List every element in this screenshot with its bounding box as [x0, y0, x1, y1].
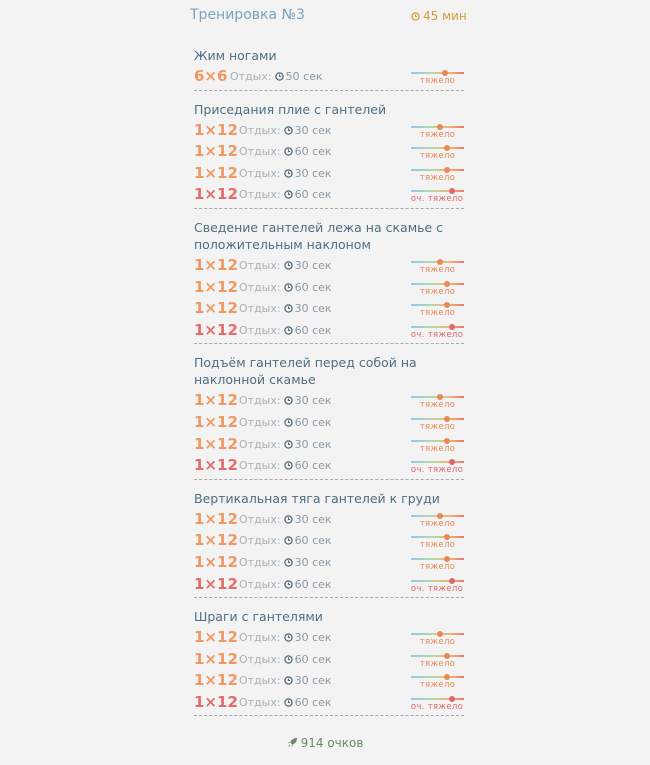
- set-rest: [239, 416, 332, 429]
- intensity-label: тяжело: [419, 286, 456, 297]
- intensity-scale: [411, 187, 464, 205]
- intensity-label: оч. тяжело: [410, 194, 464, 205]
- points-total: [0, 736, 650, 750]
- clock-icon: [284, 169, 293, 178]
- set-row: [194, 120, 464, 142]
- intensity-track: [411, 304, 464, 306]
- rest-value: 30 сек: [294, 512, 332, 526]
- exercise-name[interactable]: Приседания плие с гантелей: [194, 101, 387, 117]
- clock-icon: [284, 515, 293, 524]
- intensity-scale: [411, 415, 464, 433]
- exercise-name[interactable]: Вертикальная тяга гантелей к груди: [194, 490, 440, 506]
- set-row: [194, 184, 464, 206]
- set-reps: 1×12: [194, 531, 238, 550]
- rest-value: 30 сек: [294, 302, 332, 316]
- rest-label: Отдых:: [239, 652, 281, 666]
- set-row: [194, 298, 464, 320]
- set-rest: [239, 513, 332, 526]
- set-reps: 1×12: [194, 299, 238, 318]
- set-reps: 1×12: [194, 434, 238, 453]
- set-rest: [239, 167, 332, 180]
- intensity-label: оч. тяжело: [410, 701, 464, 712]
- intensity-scale: [411, 166, 464, 184]
- set-rest: [230, 70, 323, 83]
- set-row: [194, 649, 464, 671]
- intensity-label: тяжело: [419, 129, 456, 140]
- rest-label: Отдых:: [230, 70, 272, 83]
- set-rest: [239, 124, 332, 137]
- rest-label: Отдых:: [239, 534, 281, 548]
- set-row: [194, 574, 464, 596]
- intensity-track: [411, 190, 464, 192]
- set-rest: [239, 578, 332, 591]
- intensity-scale: [411, 555, 464, 573]
- intensity-track: [411, 418, 464, 420]
- clock-icon: [284, 580, 293, 589]
- intensity-label: тяжело: [419, 637, 456, 648]
- set-row: [194, 434, 464, 456]
- rest-label: Отдых:: [239, 145, 281, 159]
- clock-icon: [284, 396, 293, 405]
- set-rest: [239, 438, 332, 451]
- intensity-label: тяжело: [419, 680, 456, 691]
- rest-value: 30 сек: [294, 437, 332, 451]
- clock-icon: [284, 304, 293, 313]
- intensity-label: оч. тяжело: [410, 583, 464, 594]
- points-value: 914 очков: [300, 736, 364, 750]
- rest-label: Отдых:: [239, 437, 281, 451]
- set-reps: 1×12: [194, 185, 238, 204]
- exercise-block: [194, 219, 464, 344]
- exercise-block: [194, 608, 464, 716]
- exercise-block: [194, 490, 464, 598]
- intensity-track: [411, 283, 464, 285]
- intensity-label: тяжело: [419, 400, 456, 411]
- set-row: [194, 141, 464, 163]
- rest-label: Отдых:: [239, 459, 281, 473]
- intensity-track: [411, 147, 464, 149]
- set-reps: 1×12: [194, 277, 238, 296]
- duration-value: 45 мин: [423, 9, 467, 23]
- clock-icon: [284, 261, 293, 270]
- rest-label: Отдых:: [239, 280, 281, 294]
- clock-icon: [284, 190, 293, 199]
- clock-icon: [275, 72, 284, 81]
- exercise-name[interactable]: Сведение гантелей лежа на скамье с положительным наклоном: [194, 219, 444, 252]
- rest-value: 30 сек: [294, 674, 332, 688]
- set-row: [194, 66, 464, 88]
- intensity-label: тяжело: [419, 518, 456, 529]
- intensity-scale: [411, 630, 464, 648]
- set-rest: [239, 394, 332, 407]
- intensity-scale: [411, 280, 464, 298]
- set-reps: 1×12: [194, 456, 238, 475]
- clock-icon: [284, 147, 293, 156]
- set-rest: [239, 556, 332, 569]
- rest-value: 60 сек: [294, 459, 332, 473]
- exercise-name[interactable]: Шраги с гантелями: [194, 609, 323, 625]
- set-row: [194, 670, 464, 692]
- rest-value: 30 сек: [294, 555, 332, 569]
- rest-value: 60 сек: [294, 323, 332, 337]
- set-reps: 6×6: [194, 67, 228, 85]
- exercise-block: [194, 354, 464, 479]
- intensity-scale: [411, 458, 464, 476]
- set-row: [194, 277, 464, 299]
- set-rest: [239, 534, 332, 547]
- set-reps: 1×12: [194, 692, 238, 711]
- intensity-label: тяжело: [419, 658, 456, 669]
- intensity-scale: [411, 652, 464, 670]
- clock-icon: [284, 676, 293, 685]
- intensity-label: тяжело: [419, 308, 456, 319]
- rest-value: 30 сек: [294, 258, 332, 272]
- rest-value: 30 сек: [294, 631, 332, 645]
- rest-value: 60 сек: [294, 188, 332, 202]
- intensity-label: тяжело: [419, 76, 456, 86]
- set-reps: 1×12: [194, 552, 238, 571]
- intensity-scale: [411, 437, 464, 455]
- rest-label: Отдых:: [239, 415, 281, 429]
- set-rest: [239, 188, 332, 201]
- intensity-track: [411, 676, 464, 678]
- intensity-scale: [411, 144, 464, 162]
- intensity-track: [411, 655, 464, 657]
- clock-icon: [284, 326, 293, 335]
- rest-value: 60 сек: [294, 652, 332, 666]
- rest-label: Отдых:: [239, 188, 281, 202]
- rest-label: Отдых:: [239, 512, 281, 526]
- workout-duration: [411, 9, 467, 23]
- set-rest: [239, 145, 332, 158]
- exercise-name[interactable]: Жим ногами: [194, 48, 277, 63]
- set-reps: 1×12: [194, 142, 238, 161]
- clock-icon: [284, 633, 293, 642]
- set-reps: 1×12: [194, 255, 238, 274]
- intensity-label: тяжело: [419, 443, 456, 454]
- exercise-list: [194, 47, 464, 726]
- set-reps: 1×12: [194, 671, 238, 690]
- intensity-label: тяжело: [419, 172, 456, 183]
- intensity-track: [411, 72, 464, 74]
- intensity-scale: [411, 123, 464, 141]
- set-row: [194, 412, 464, 434]
- rest-value: 60 сек: [294, 534, 332, 548]
- set-rest: [239, 696, 332, 709]
- clock-icon: [411, 12, 420, 21]
- intensity-label: оч. тяжело: [410, 329, 464, 340]
- rest-label: Отдых:: [239, 577, 281, 591]
- intensity-label: тяжело: [419, 264, 456, 275]
- clock-icon: [284, 655, 293, 664]
- intensity-scale: [411, 323, 464, 341]
- exercise-block: [194, 47, 464, 91]
- set-row: [194, 255, 464, 277]
- set-row: [194, 692, 464, 714]
- set-reps: 1×12: [194, 320, 238, 339]
- rest-label: Отдых:: [239, 166, 281, 180]
- intensity-scale: [411, 69, 464, 87]
- set-rest: [239, 674, 332, 687]
- rest-label: Отдых:: [239, 631, 281, 645]
- set-reps: 1×12: [194, 574, 238, 593]
- set-reps: 1×12: [194, 649, 238, 668]
- workout-title[interactable]: Тренировка №3: [190, 7, 305, 23]
- clock-icon: [284, 558, 293, 567]
- clock-icon: [284, 461, 293, 470]
- rest-label: Отдых:: [239, 394, 281, 408]
- intensity-track: [411, 698, 464, 700]
- rest-label: Отдых:: [239, 258, 281, 272]
- rest-value: 60 сек: [294, 280, 332, 294]
- set-rest: [239, 631, 332, 644]
- rocket-icon: [287, 737, 298, 748]
- set-reps: 1×12: [194, 628, 238, 647]
- rest-value: 30 сек: [294, 394, 332, 408]
- intensity-track: [411, 461, 464, 463]
- rest-value: 60 сек: [294, 577, 332, 591]
- set-reps: 1×12: [194, 509, 238, 528]
- intensity-scale: [411, 533, 464, 551]
- intensity-scale: [411, 301, 464, 319]
- intensity-scale: [411, 673, 464, 691]
- clock-icon: [284, 283, 293, 292]
- intensity-label: тяжело: [419, 421, 456, 432]
- set-row: [194, 530, 464, 552]
- set-rest: [239, 459, 332, 472]
- rest-label: Отдых:: [239, 695, 281, 709]
- set-row: [194, 390, 464, 412]
- intensity-scale: [411, 512, 464, 530]
- set-row: [194, 552, 464, 574]
- rest-label: Отдых:: [239, 323, 281, 337]
- set-row: [194, 627, 464, 649]
- intensity-label: тяжело: [419, 540, 456, 551]
- set-reps: 1×12: [194, 163, 238, 182]
- rest-label: Отдых:: [239, 302, 281, 316]
- rest-value: 50 сек: [285, 70, 323, 83]
- rest-label: Отдых:: [239, 123, 281, 137]
- set-rest: [239, 259, 332, 272]
- intensity-track: [411, 558, 464, 560]
- intensity-label: тяжело: [419, 561, 456, 572]
- rest-label: Отдых:: [239, 674, 281, 688]
- rest-label: Отдых:: [239, 555, 281, 569]
- set-rest: [239, 324, 332, 337]
- clock-icon: [284, 126, 293, 135]
- clock-icon: [284, 698, 293, 707]
- rest-value: 30 сек: [294, 166, 332, 180]
- intensity-label: оч. тяжело: [410, 465, 464, 476]
- rest-value: 60 сек: [294, 415, 332, 429]
- set-row: [194, 509, 464, 531]
- intensity-track: [411, 536, 464, 538]
- clock-icon: [284, 440, 293, 449]
- set-reps: 1×12: [194, 120, 238, 139]
- intensity-track: [411, 580, 464, 582]
- set-row: [194, 163, 464, 185]
- intensity-track: [411, 169, 464, 171]
- rest-value: 30 сек: [294, 123, 332, 137]
- set-rest: [239, 653, 332, 666]
- intensity-scale: [411, 393, 464, 411]
- workout-header: [0, 0, 650, 34]
- exercise-name[interactable]: Подъём гантелей перед собой на наклонной скамье: [194, 355, 417, 388]
- set-row: [194, 320, 464, 342]
- intensity-scale: [411, 577, 464, 595]
- rest-value: 60 сек: [294, 145, 332, 159]
- rest-value: 60 сек: [294, 695, 332, 709]
- intensity-track: [411, 326, 464, 328]
- clock-icon: [284, 536, 293, 545]
- intensity-scale: [411, 258, 464, 276]
- set-reps: 1×12: [194, 412, 238, 431]
- exercise-block: [194, 101, 464, 209]
- set-reps: 1×12: [194, 391, 238, 410]
- set-row: [194, 455, 464, 477]
- set-rest: [239, 281, 332, 294]
- intensity-track: [411, 440, 464, 442]
- set-rest: [239, 302, 332, 315]
- intensity-label: тяжело: [419, 151, 456, 162]
- clock-icon: [284, 418, 293, 427]
- intensity-scale: [411, 695, 464, 713]
